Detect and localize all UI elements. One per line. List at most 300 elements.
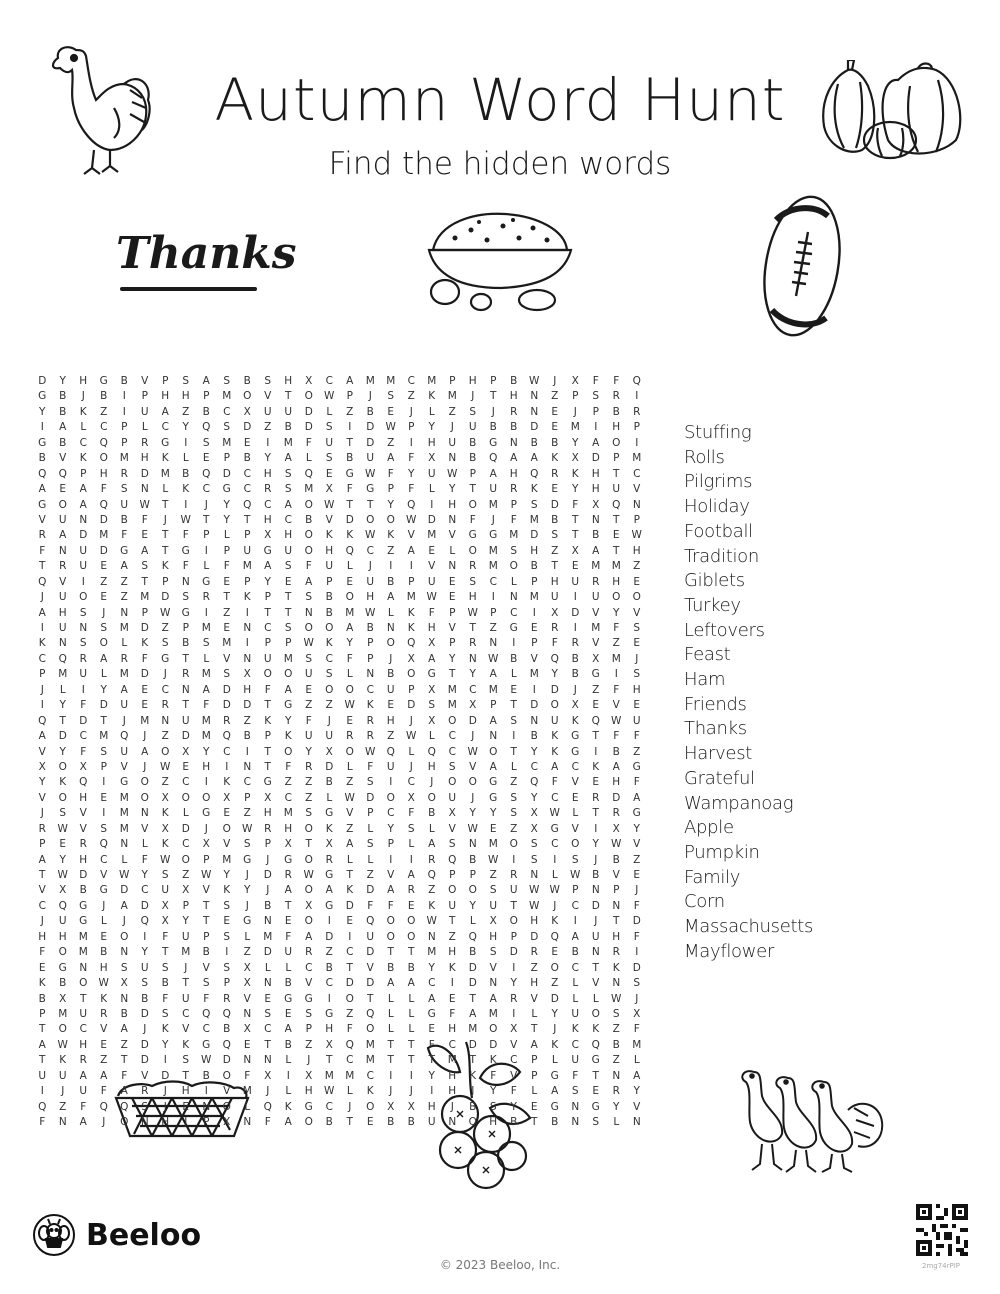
- grid-cell[interactable]: A: [120, 1085, 128, 1098]
- grid-cell[interactable]: Y: [449, 483, 456, 496]
- grid-cell[interactable]: T: [613, 544, 620, 557]
- grid-cell[interactable]: T: [387, 946, 394, 959]
- grid-cell[interactable]: J: [471, 1085, 475, 1098]
- grid-cell[interactable]: O: [58, 791, 67, 804]
- grid-cell[interactable]: H: [325, 544, 334, 557]
- grid-cell[interactable]: J: [635, 652, 639, 665]
- grid-cell[interactable]: E: [223, 915, 231, 928]
- grid-cell[interactable]: O: [366, 513, 375, 526]
- grid-cell[interactable]: V: [571, 776, 579, 789]
- grid-cell[interactable]: Y: [59, 853, 66, 866]
- grid-cell[interactable]: E: [407, 899, 415, 912]
- grid-cell[interactable]: R: [182, 668, 190, 681]
- grid-cell[interactable]: X: [120, 977, 128, 990]
- grid-cell[interactable]: T: [469, 622, 476, 634]
- grid-cell[interactable]: I: [389, 1069, 393, 1082]
- grid-cell[interactable]: C: [530, 760, 538, 773]
- grid-cell[interactable]: L: [572, 807, 579, 820]
- grid-cell[interactable]: X: [428, 683, 436, 696]
- grid-cell[interactable]: H: [530, 544, 539, 557]
- grid-cell[interactable]: V: [79, 807, 87, 820]
- grid-cell[interactable]: G: [161, 652, 170, 665]
- grid-cell[interactable]: P: [449, 606, 456, 619]
- grid-cell[interactable]: A: [305, 930, 313, 943]
- grid-cell[interactable]: Q: [243, 498, 252, 511]
- grid-cell[interactable]: I: [143, 930, 147, 943]
- grid-cell[interactable]: M: [488, 838, 498, 851]
- grid-cell[interactable]: N: [591, 946, 600, 959]
- grid-cell[interactable]: K: [243, 591, 251, 604]
- grid-cell[interactable]: E: [284, 915, 292, 928]
- grid-cell[interactable]: H: [366, 591, 375, 604]
- grid-cell[interactable]: O: [612, 591, 621, 604]
- grid-cell[interactable]: M: [427, 946, 437, 959]
- grid-cell[interactable]: O: [468, 884, 477, 897]
- grid-cell[interactable]: G: [79, 915, 88, 928]
- grid-cell[interactable]: R: [202, 591, 210, 604]
- grid-cell[interactable]: H: [632, 544, 641, 557]
- grid-cell[interactable]: D: [345, 513, 354, 526]
- grid-cell[interactable]: K: [264, 714, 272, 727]
- grid-cell[interactable]: N: [181, 683, 190, 696]
- grid-cell[interactable]: Z: [325, 699, 333, 712]
- grid-cell[interactable]: B: [530, 560, 538, 573]
- grid-cell[interactable]: D: [140, 622, 149, 634]
- grid-cell[interactable]: I: [409, 1069, 413, 1082]
- grid-cell[interactable]: O: [468, 544, 477, 557]
- grid-cell[interactable]: F: [305, 560, 312, 573]
- grid-cell[interactable]: V: [141, 822, 149, 835]
- grid-cell[interactable]: D: [263, 946, 272, 959]
- grid-cell[interactable]: G: [284, 853, 293, 866]
- grid-cell[interactable]: J: [184, 961, 188, 974]
- grid-cell[interactable]: A: [592, 436, 600, 449]
- grid-cell[interactable]: A: [428, 838, 436, 851]
- grid-cell[interactable]: D: [550, 683, 559, 696]
- grid-cell[interactable]: U: [448, 436, 457, 449]
- grid-cell[interactable]: E: [592, 776, 600, 789]
- grid-cell[interactable]: A: [120, 1023, 128, 1036]
- grid-cell[interactable]: J: [245, 899, 249, 912]
- grid-cell[interactable]: S: [182, 1054, 190, 1067]
- grid-cell[interactable]: L: [510, 575, 517, 588]
- grid-cell[interactable]: M: [201, 622, 211, 634]
- grid-cell[interactable]: Y: [408, 467, 415, 480]
- grid-cell[interactable]: B: [551, 1116, 559, 1128]
- grid-cell[interactable]: O: [304, 622, 313, 634]
- grid-cell[interactable]: B: [284, 421, 292, 434]
- grid-cell[interactable]: F: [449, 1007, 456, 1020]
- grid-cell[interactable]: B: [551, 436, 559, 449]
- grid-cell[interactable]: B: [387, 1116, 395, 1128]
- grid-cell[interactable]: U: [79, 1085, 88, 1098]
- grid-cell[interactable]: R: [428, 853, 436, 866]
- grid-cell[interactable]: O: [58, 1023, 67, 1036]
- grid-cell[interactable]: H: [489, 1116, 498, 1128]
- grid-cell[interactable]: U: [571, 575, 580, 588]
- grid-cell[interactable]: I: [286, 1069, 290, 1082]
- grid-cell[interactable]: G: [99, 884, 108, 897]
- grid-cell[interactable]: S: [141, 977, 149, 990]
- grid-cell[interactable]: M: [365, 1054, 375, 1067]
- grid-cell[interactable]: Q: [99, 498, 108, 511]
- grid-cell[interactable]: I: [40, 421, 44, 434]
- grid-cell[interactable]: D: [79, 869, 88, 881]
- grid-cell[interactable]: L: [80, 421, 87, 434]
- grid-cell[interactable]: G: [571, 730, 580, 743]
- grid-cell[interactable]: J: [471, 390, 475, 403]
- grid-cell[interactable]: Q: [591, 714, 600, 727]
- grid-cell[interactable]: M: [201, 668, 211, 681]
- grid-cell[interactable]: R: [79, 1054, 87, 1067]
- grid-cell[interactable]: O: [304, 884, 313, 897]
- grid-cell[interactable]: P: [162, 375, 169, 387]
- grid-cell[interactable]: W: [57, 1038, 68, 1051]
- grid-cell[interactable]: V: [633, 1100, 641, 1113]
- grid-cell[interactable]: X: [182, 884, 190, 897]
- grid-cell[interactable]: I: [532, 606, 536, 619]
- grid-cell[interactable]: Q: [222, 730, 231, 743]
- grid-cell[interactable]: O: [161, 745, 170, 758]
- grid-cell[interactable]: A: [202, 683, 210, 696]
- grid-cell[interactable]: P: [39, 668, 46, 681]
- grid-cell[interactable]: X: [510, 1023, 518, 1036]
- grid-cell[interactable]: X: [407, 1100, 415, 1113]
- grid-cell[interactable]: F: [346, 483, 353, 496]
- grid-cell[interactable]: S: [141, 1100, 149, 1113]
- grid-cell[interactable]: B: [530, 730, 538, 743]
- grid-cell[interactable]: D: [140, 1038, 149, 1051]
- grid-cell[interactable]: R: [612, 807, 620, 820]
- grid-cell[interactable]: E: [141, 699, 149, 712]
- grid-cell[interactable]: F: [469, 513, 476, 526]
- grid-cell[interactable]: Q: [140, 915, 149, 928]
- grid-cell[interactable]: L: [428, 822, 435, 835]
- grid-cell[interactable]: L: [285, 1054, 292, 1067]
- grid-cell[interactable]: R: [510, 405, 518, 418]
- grid-cell[interactable]: L: [182, 807, 189, 820]
- grid-cell[interactable]: Y: [428, 421, 435, 434]
- grid-cell[interactable]: X: [489, 915, 497, 928]
- grid-cell[interactable]: T: [141, 575, 148, 588]
- grid-cell[interactable]: I: [532, 683, 536, 696]
- grid-cell[interactable]: M: [345, 606, 355, 619]
- grid-cell[interactable]: E: [592, 1085, 600, 1098]
- grid-cell[interactable]: R: [305, 946, 313, 959]
- grid-cell[interactable]: N: [489, 730, 498, 743]
- grid-cell[interactable]: I: [409, 560, 413, 573]
- grid-cell[interactable]: H: [181, 390, 190, 403]
- grid-cell[interactable]: B: [407, 1116, 415, 1128]
- grid-cell[interactable]: F: [100, 483, 107, 496]
- grid-cell[interactable]: H: [550, 575, 559, 588]
- grid-cell[interactable]: M: [406, 591, 416, 604]
- grid-cell[interactable]: P: [387, 838, 394, 851]
- grid-cell[interactable]: D: [140, 668, 149, 681]
- grid-cell[interactable]: H: [427, 1100, 436, 1113]
- grid-cell[interactable]: I: [245, 637, 249, 650]
- grid-cell[interactable]: E: [510, 683, 518, 696]
- grid-cell[interactable]: W: [324, 390, 335, 403]
- grid-cell[interactable]: L: [428, 405, 435, 418]
- grid-cell[interactable]: M: [140, 591, 150, 604]
- grid-cell[interactable]: Z: [366, 869, 374, 881]
- grid-cell[interactable]: P: [264, 591, 271, 604]
- grid-cell[interactable]: Z: [100, 575, 108, 588]
- grid-cell[interactable]: O: [181, 791, 190, 804]
- grid-cell[interactable]: H: [161, 1116, 170, 1128]
- grid-cell[interactable]: O: [489, 745, 498, 758]
- grid-cell[interactable]: G: [202, 807, 211, 820]
- grid-cell[interactable]: Z: [346, 1007, 354, 1020]
- grid-cell[interactable]: X: [161, 899, 169, 912]
- grid-cell[interactable]: Z: [120, 1038, 128, 1051]
- grid-cell[interactable]: X: [243, 961, 251, 974]
- grid-cell[interactable]: Z: [551, 544, 559, 557]
- grid-cell[interactable]: N: [427, 930, 436, 943]
- grid-cell[interactable]: S: [612, 1007, 620, 1020]
- grid-cell[interactable]: G: [427, 1007, 436, 1020]
- grid-cell[interactable]: Y: [469, 668, 476, 681]
- grid-cell[interactable]: A: [284, 683, 292, 696]
- grid-cell[interactable]: V: [264, 390, 272, 403]
- grid-cell[interactable]: F: [510, 513, 517, 526]
- grid-cell[interactable]: V: [633, 606, 641, 619]
- grid-cell[interactable]: S: [325, 668, 333, 681]
- grid-cell[interactable]: Q: [366, 915, 375, 928]
- grid-cell[interactable]: J: [491, 405, 495, 418]
- grid-cell[interactable]: F: [633, 899, 640, 912]
- grid-cell[interactable]: U: [79, 668, 88, 681]
- grid-cell[interactable]: I: [122, 390, 126, 403]
- grid-cell[interactable]: Z: [223, 606, 231, 619]
- grid-cell[interactable]: A: [202, 375, 210, 387]
- grid-cell[interactable]: T: [162, 529, 169, 542]
- grid-cell[interactable]: K: [571, 714, 579, 727]
- grid-cell[interactable]: Y: [510, 1100, 517, 1113]
- grid-cell[interactable]: T: [572, 529, 579, 542]
- grid-cell[interactable]: B: [59, 436, 67, 449]
- grid-cell[interactable]: N: [612, 899, 621, 912]
- grid-cell[interactable]: W: [611, 714, 622, 727]
- grid-cell[interactable]: D: [263, 869, 272, 881]
- grid-cell[interactable]: R: [592, 575, 600, 588]
- grid-cell[interactable]: F: [346, 1023, 353, 1036]
- grid-cell[interactable]: D: [325, 760, 334, 773]
- grid-cell[interactable]: V: [305, 977, 313, 990]
- grid-cell[interactable]: P: [510, 930, 517, 943]
- grid-cell[interactable]: I: [204, 606, 208, 619]
- grid-cell[interactable]: T: [387, 1038, 394, 1051]
- grid-cell[interactable]: L: [387, 1023, 394, 1036]
- grid-cell[interactable]: P: [572, 884, 579, 897]
- grid-cell[interactable]: C: [38, 652, 46, 665]
- grid-cell[interactable]: Y: [244, 884, 251, 897]
- grid-cell[interactable]: Y: [59, 375, 66, 387]
- grid-cell[interactable]: X: [428, 714, 436, 727]
- grid-cell[interactable]: F: [39, 1116, 46, 1128]
- grid-cell[interactable]: O: [448, 884, 457, 897]
- grid-cell[interactable]: V: [530, 652, 538, 665]
- grid-cell[interactable]: Y: [633, 822, 640, 835]
- grid-cell[interactable]: B: [59, 977, 67, 990]
- grid-cell[interactable]: F: [613, 683, 620, 696]
- grid-cell[interactable]: C: [407, 776, 415, 789]
- grid-cell[interactable]: V: [633, 838, 641, 851]
- grid-cell[interactable]: L: [346, 853, 353, 866]
- grid-cell[interactable]: K: [612, 961, 620, 974]
- grid-cell[interactable]: J: [122, 714, 126, 727]
- grid-cell[interactable]: V: [120, 760, 128, 773]
- grid-cell[interactable]: R: [141, 436, 149, 449]
- grid-cell[interactable]: E: [346, 714, 354, 727]
- grid-cell[interactable]: M: [99, 529, 109, 542]
- grid-cell[interactable]: H: [530, 977, 539, 990]
- grid-cell[interactable]: A: [592, 544, 600, 557]
- grid-cell[interactable]: Q: [448, 853, 457, 866]
- grid-cell[interactable]: W: [631, 529, 642, 542]
- grid-cell[interactable]: B: [100, 390, 108, 403]
- grid-cell[interactable]: E: [612, 529, 620, 542]
- grid-cell[interactable]: R: [551, 467, 559, 480]
- grid-cell[interactable]: Y: [305, 745, 312, 758]
- grid-cell[interactable]: R: [264, 483, 272, 496]
- grid-cell[interactable]: M: [58, 668, 68, 681]
- grid-cell[interactable]: Q: [99, 838, 108, 851]
- grid-cell[interactable]: B: [469, 1100, 477, 1113]
- grid-cell[interactable]: I: [430, 498, 434, 511]
- grid-cell[interactable]: F: [264, 1116, 271, 1128]
- grid-cell[interactable]: E: [325, 467, 333, 480]
- grid-cell[interactable]: D: [345, 899, 354, 912]
- grid-cell[interactable]: S: [530, 838, 538, 851]
- grid-cell[interactable]: M: [591, 622, 601, 634]
- grid-cell[interactable]: A: [284, 498, 292, 511]
- grid-cell[interactable]: Q: [550, 652, 559, 665]
- grid-cell[interactable]: B: [510, 652, 518, 665]
- grid-cell[interactable]: Q: [427, 869, 436, 881]
- grid-cell[interactable]: Y: [387, 822, 394, 835]
- grid-cell[interactable]: T: [346, 498, 353, 511]
- grid-cell[interactable]: Q: [120, 1100, 129, 1113]
- grid-cell[interactable]: A: [489, 992, 497, 1005]
- grid-cell[interactable]: T: [162, 544, 169, 557]
- grid-cell[interactable]: L: [551, 869, 558, 881]
- grid-cell[interactable]: M: [447, 683, 457, 696]
- word-search-grid[interactable]: [32, 374, 647, 1130]
- grid-cell[interactable]: T: [264, 760, 271, 773]
- grid-cell[interactable]: O: [304, 544, 313, 557]
- grid-cell[interactable]: S: [182, 591, 190, 604]
- grid-cell[interactable]: B: [202, 1069, 210, 1082]
- grid-cell[interactable]: M: [591, 560, 601, 573]
- grid-cell[interactable]: P: [285, 637, 292, 650]
- grid-cell[interactable]: N: [243, 760, 252, 773]
- grid-cell[interactable]: S: [243, 838, 251, 851]
- grid-cell[interactable]: C: [202, 483, 210, 496]
- grid-cell[interactable]: T: [551, 560, 558, 573]
- grid-cell[interactable]: Y: [223, 869, 230, 881]
- grid-cell[interactable]: M: [632, 1038, 642, 1051]
- grid-cell[interactable]: Y: [39, 776, 46, 789]
- grid-cell[interactable]: G: [550, 1100, 559, 1113]
- grid-cell[interactable]: S: [161, 961, 169, 974]
- grid-cell[interactable]: P: [387, 483, 394, 496]
- grid-cell[interactable]: N: [530, 405, 539, 418]
- grid-cell[interactable]: U: [571, 1054, 580, 1067]
- grid-cell[interactable]: A: [346, 838, 354, 851]
- grid-cell[interactable]: D: [181, 822, 190, 835]
- grid-cell[interactable]: L: [428, 730, 435, 743]
- grid-cell[interactable]: M: [611, 652, 621, 665]
- grid-cell[interactable]: X: [243, 1023, 251, 1036]
- grid-cell[interactable]: B: [510, 1116, 518, 1128]
- grid-cell[interactable]: J: [163, 513, 167, 526]
- grid-cell[interactable]: E: [448, 575, 456, 588]
- grid-cell[interactable]: D: [222, 1054, 231, 1067]
- grid-cell[interactable]: F: [39, 544, 46, 557]
- grid-cell[interactable]: G: [304, 1100, 313, 1113]
- grid-cell[interactable]: R: [346, 730, 354, 743]
- grid-cell[interactable]: S: [571, 853, 579, 866]
- grid-cell[interactable]: J: [635, 992, 639, 1005]
- grid-cell[interactable]: S: [530, 498, 538, 511]
- grid-cell[interactable]: F: [490, 1069, 497, 1082]
- grid-cell[interactable]: M: [78, 946, 88, 959]
- grid-cell[interactable]: L: [100, 668, 107, 681]
- grid-cell[interactable]: D: [79, 714, 88, 727]
- grid-cell[interactable]: A: [79, 483, 87, 496]
- grid-cell[interactable]: E: [489, 822, 497, 835]
- grid-cell[interactable]: I: [594, 745, 598, 758]
- grid-cell[interactable]: G: [489, 436, 498, 449]
- grid-cell[interactable]: T: [613, 513, 620, 526]
- grid-cell[interactable]: Z: [161, 622, 169, 634]
- grid-cell[interactable]: D: [161, 591, 170, 604]
- grid-cell[interactable]: T: [469, 992, 476, 1005]
- grid-cell[interactable]: M: [488, 544, 498, 557]
- grid-cell[interactable]: P: [592, 405, 599, 418]
- grid-cell[interactable]: S: [182, 375, 190, 387]
- grid-cell[interactable]: F: [264, 683, 271, 696]
- grid-cell[interactable]: V: [592, 977, 600, 990]
- grid-cell[interactable]: H: [140, 452, 149, 465]
- grid-cell[interactable]: H: [612, 421, 621, 434]
- grid-cell[interactable]: U: [366, 452, 375, 465]
- grid-cell[interactable]: B: [325, 776, 333, 789]
- grid-cell[interactable]: C: [489, 575, 497, 588]
- grid-cell[interactable]: R: [141, 1085, 149, 1098]
- grid-cell[interactable]: C: [38, 899, 46, 912]
- grid-cell[interactable]: B: [264, 899, 272, 912]
- grid-cell[interactable]: K: [551, 452, 559, 465]
- grid-cell[interactable]: J: [61, 1085, 65, 1098]
- grid-cell[interactable]: X: [571, 452, 579, 465]
- grid-cell[interactable]: E: [38, 961, 46, 974]
- grid-cell[interactable]: E: [366, 1116, 374, 1128]
- grid-cell[interactable]: A: [489, 467, 497, 480]
- grid-cell[interactable]: J: [102, 1116, 106, 1128]
- grid-cell[interactable]: A: [38, 606, 46, 619]
- grid-cell[interactable]: A: [100, 1069, 108, 1082]
- grid-cell[interactable]: N: [366, 668, 375, 681]
- grid-cell[interactable]: Y: [613, 1100, 620, 1113]
- grid-cell[interactable]: E: [141, 683, 149, 696]
- grid-cell[interactable]: Y: [100, 683, 107, 696]
- grid-cell[interactable]: I: [389, 853, 393, 866]
- grid-cell[interactable]: P: [182, 622, 189, 634]
- grid-cell[interactable]: F: [428, 606, 435, 619]
